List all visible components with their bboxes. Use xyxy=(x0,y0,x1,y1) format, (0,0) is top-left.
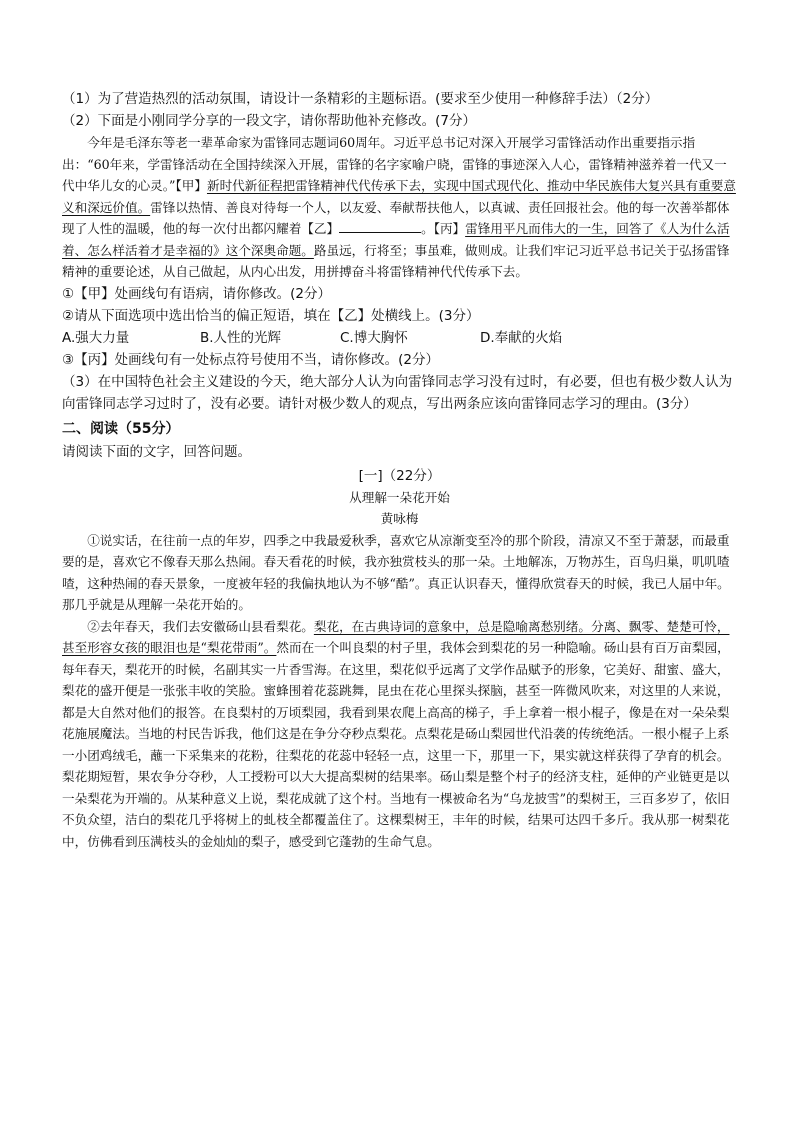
option-a: A.强大力量 xyxy=(62,329,130,346)
student-passage xyxy=(62,132,737,283)
reading-instruction: 请阅读下面的文字，回答问题。 xyxy=(62,443,251,460)
yi-blank-line[interactable] xyxy=(339,220,421,233)
question-1: （1）为了营造热烈的活动氛围，请设计一条精彩的主题标语。(要求至少使用一种修辞手法）（2分） xyxy=(62,91,659,107)
passage-text-a: 今年是毛泽东等老一辈革命家为雷锋同志题词60周年。习近平总书记对深入开展学习雷锋活动作出重要指示指出：“60年来，学雷锋活动在全国持续深入开展，雷锋的名字家喻户晓，雷锋的事迹深入人心，雷锋精神滋养着一代又一代中华儿女的心灵。”【甲】 xyxy=(62,135,727,193)
para2-underlined: 梨花，在古典诗词的意象中，总是隐喻离愁别绪。分离、飘零、楚楚可怜，甚至形容女孩的眼泪也是“梨花带雨”。 xyxy=(62,618,730,655)
article-title: 从理解一朵花开始 xyxy=(349,489,450,505)
passage-jia-underlined: 新时代新征程把雷锋精神代代传承下去，实现中国式现代化、推动中华民族伟大复兴具有重要意义和深远价值。 xyxy=(62,178,736,215)
question-3: （3）在中国特色社会主义建设的今天，绝大部分人认为向雷锋同志学习没有过时，有必要，但也有极少数人认为向雷锋同志学习过时了，没有必要。请针对极少数人的观点，写出两条应该向雷锋同志学习的理由。(3分） xyxy=(62,373,733,412)
passage-text-d: 路虽远，行将至；事虽难，做则成。让我们牢记习近平总书记关于弘扬雷锋精神的重要论述，从自己做起，从内心出发，用拼搏奋斗将雷锋精神代代传承下去。 xyxy=(62,242,730,279)
option-d: D.奉献的火焰 xyxy=(480,329,563,346)
sub-question-1: ①【甲】处画线句有语病，请你修改。(2分） xyxy=(62,285,331,302)
passage-text-b: 雷锋以热情、善良对待每一个人，以友爱、奉献帮扶他人，以真诚、责任回报社会。他的每一次善举都体现了人性的温暖，他的每一次付出都闪耀着【乙】 xyxy=(62,199,730,236)
options-row xyxy=(62,327,737,349)
option-c: C.博大胸怀 xyxy=(340,329,408,346)
article-paragraph-1: ①说实话，在往前一点的年岁，四季之中我最爱秋季，喜欢它从凉渐变至冷的那个阶段，清凉又不至于萧瑟，而最重要的是，喜欢它不像春天那么热闹。春天看花的时候，我亦独赏枝头的那一朵。土地解冻，万物苏生，百鸟归巢，叽叽喳喳，这种热闹的春天景象，一度被年轻的我偏执地认为不够“酷”。真正认识春天，懂得欣赏春天的时候，我已人届中年。那几乎就是从理解一朵花开始的。 xyxy=(62,532,730,612)
para2-text-a: ②去年春天，我们去安徽砀山县看梨花。 xyxy=(87,618,314,634)
passage-bing-underlined: 雷锋用平凡而伟大的一生，回答了《人为什么活着、怎么样活着才是幸福的》这个深奥命题。 xyxy=(62,221,730,258)
sub-question-3: ③【丙】处画线句有一处标点符号使用不当，请你修改。(2分） xyxy=(62,351,439,368)
section-heading: 二、阅读（55分） xyxy=(62,420,180,437)
question-2: （2）下面是小刚同学分享的一段文字，请你帮助他补充修改。(7分） xyxy=(62,113,476,129)
part-heading: [一]（22分） xyxy=(358,467,441,484)
para2-text-b: 然而在一个叫良梨的村子里，我体会到梨花的另一种隐喻。砀山县有百万亩梨园，每年春天，梨花开的时候，名副其实一片香雪海。在这里，梨花似乎远离了文学作品赋予的形象，它美好、甜蜜、盛大，梨花的盛开便是一张张丰收的笑脸。蜜蜂围着花蕊跳舞，昆虫在花心里探头探脑，甚至一阵微风吹来，对这里的人来说，都是大自然对他们的报答。在良梨村的万顷梨园，我看到果农爬上高高的梯子，手上拿着一根小棍子，像是在对一朵朵梨花施展魔法。当地的村民告诉我，他们这是在争分夺秒点梨花。点梨花是砀山梨园世代沿袭的传统绝活。一根小棍子上系一小团鸡绒毛，蘸一下采集来的花粉，往梨花的花蕊中轻轻一点，这里一下，那里一下，果实就这样获得了孕育的机会。梨花期短暂，果农争分夺秒，人工授粉可以大大提高梨树的结果率。砀山梨是整个村子的经济支柱，延伸的产业链更是以一朵梨花为开端的。从某种意义上说，梨花成就了这个村。当地有一棵被命名为“乌龙披雪”的梨树王，三百多岁了，依旧不负众望，洁白的梨花几乎将树上的虬枝全都覆盖住了。这棵梨树王，丰年的时候，结果可达四千多斤。我从那一树梨花中，仿佛看到压满枝头的金灿灿的梨子，感受到它蓬勃的生命气息。 xyxy=(62,640,730,849)
article-author: 黄咏梅 xyxy=(380,511,419,526)
passage-text-c: 。【丙】 xyxy=(421,221,466,236)
sub-question-2: ②请从下面选项中选出恰当的偏正短语，填在【乙】处横线上。(3分） xyxy=(62,307,480,324)
exam-page xyxy=(62,88,737,852)
article-paragraph-2 xyxy=(62,616,737,853)
option-b: B.人性的光辉 xyxy=(200,329,282,346)
